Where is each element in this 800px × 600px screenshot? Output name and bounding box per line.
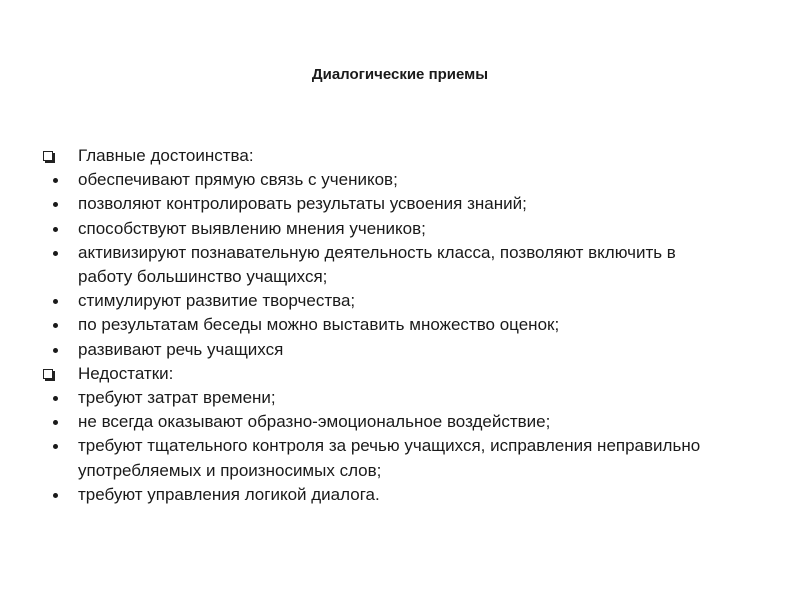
- bullet-icon: [42, 241, 78, 265]
- list-item-text: развивают речь учащихся: [78, 339, 284, 359]
- bullet-icon: [42, 386, 78, 410]
- bullet-icon: [42, 483, 78, 507]
- checkbox-bullet-icon: [42, 144, 78, 168]
- list-item-text: способствуют выявлению мнения учеников;: [78, 218, 426, 238]
- list-item: [42, 289, 732, 313]
- bullet-icon: [42, 410, 78, 434]
- list-item: [42, 168, 732, 192]
- slide-content: [42, 144, 732, 507]
- list-item-text: активизируют познавательную деятельность класса, позволяют включить в работу большинство учащихся;: [78, 242, 676, 287]
- list-item: [42, 241, 732, 289]
- list-item: [42, 483, 732, 507]
- bullet-icon: [42, 168, 78, 192]
- list-item: [42, 338, 732, 362]
- list-item-text: по результатам беседы можно выставить множество оценок;: [78, 315, 560, 335]
- list-item-text: требуют затрат времени;: [78, 388, 276, 408]
- list-item-text: обеспечивают прямую связь с учеников;: [78, 170, 398, 190]
- checkbox-bullet-icon: [42, 362, 78, 386]
- list-item-text: не всегда оказывают образно-эмоциональное воздействие;: [78, 412, 551, 432]
- bullet-icon: [42, 289, 78, 313]
- slide-title: Диалогические приемы: [311, 66, 489, 83]
- list-item: [42, 386, 732, 410]
- bullet-icon: [42, 217, 78, 241]
- bullet-icon: [42, 338, 78, 362]
- list-item: [42, 192, 732, 216]
- section-heading-disadvantages: [42, 362, 732, 386]
- list-item: [42, 217, 732, 241]
- list-item-text: требуют управления логикой диалога.: [78, 484, 380, 504]
- bullet-icon: [42, 192, 78, 216]
- bullet-icon: [42, 313, 78, 337]
- list-item: [42, 434, 732, 482]
- section-heading-text: Недостатки:: [78, 363, 174, 383]
- section-heading-text: Главные достоинства:: [78, 146, 254, 165]
- list-item-text: требуют тщательного контроля за речью учащихся, исправления неправильно употребляемых и произносимых слов;: [78, 436, 701, 480]
- list-item-text: стимулируют развитие творчества;: [78, 291, 356, 311]
- list-item: [42, 410, 732, 434]
- list-item: [42, 313, 732, 337]
- section-heading-advantages: [42, 144, 732, 168]
- bullet-icon: [42, 434, 78, 458]
- list-item-text: позволяют контролировать результаты усвоения знаний;: [78, 194, 527, 214]
